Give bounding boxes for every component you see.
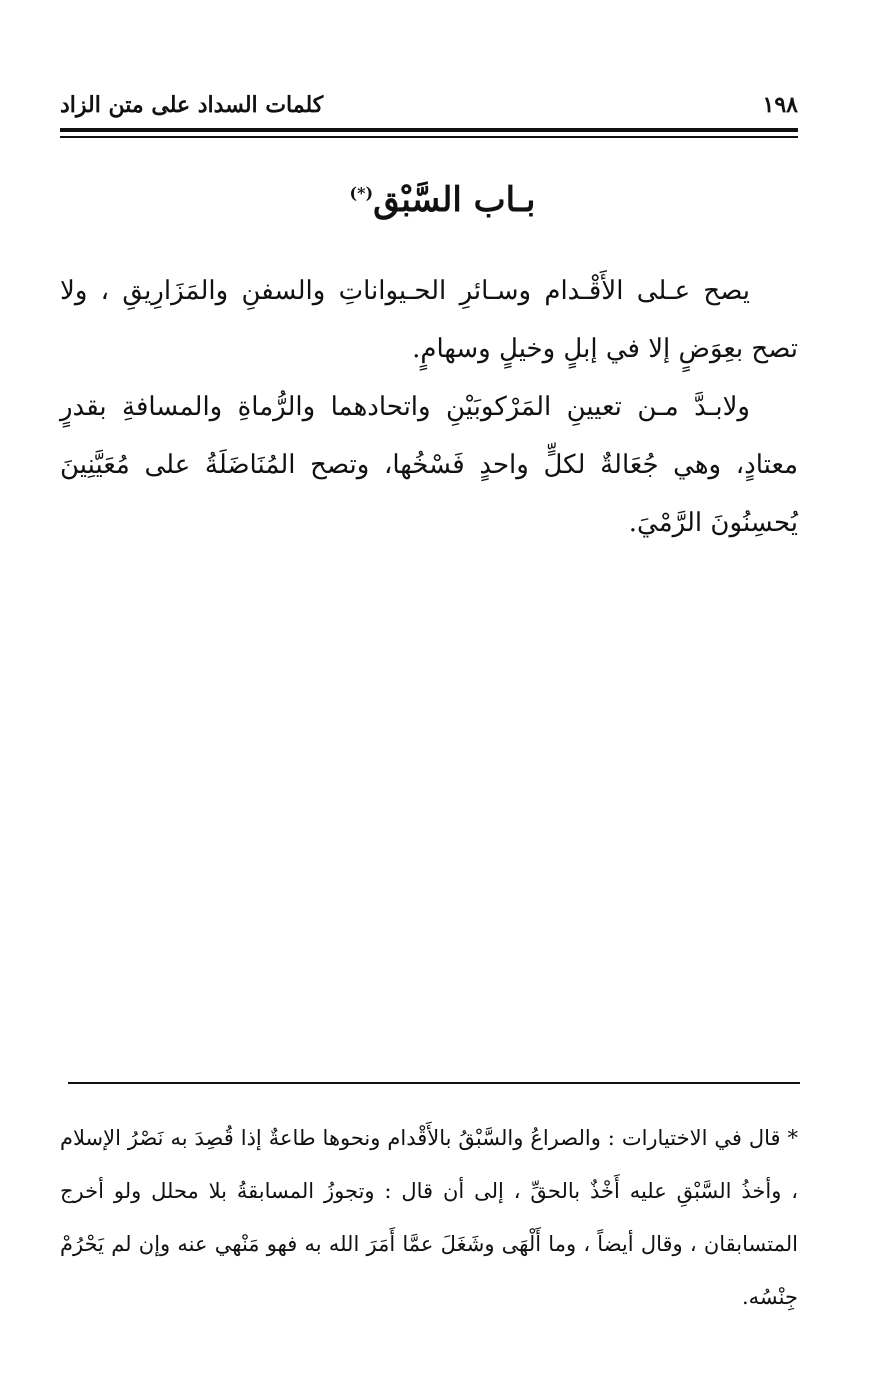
running-title: كلمات السداد على متن الزاد — [60, 92, 324, 118]
header-rule-thick — [60, 128, 798, 132]
main-text — [60, 262, 798, 552]
page-number: ١٩٨ — [762, 92, 798, 118]
footnote — [60, 1112, 798, 1324]
chapter-title — [0, 180, 885, 220]
footnote-separator — [68, 1082, 800, 1084]
page-header — [60, 92, 798, 132]
footnote-marker: (*) — [349, 183, 374, 203]
paragraph: يصح عـلى الأَقْـدام وسـائرِ الحـيواناتِ والسفنِ والمَزَارِيقِ ، ولا تصح بعِوَضٍ إلا في إبلٍ وخيلٍ وسهامٍ. — [60, 276, 798, 364]
chapter-title-text: بـاب السَّبْق — [373, 180, 536, 220]
paragraph: ولابـدَّ مـن تعيينِ المَرْكوبَيْنِ واتحادهما والرُّماةِ والمسافةِ بقدرٍ معتادٍ، وهي جُعَالةٌ لكلٍّ واحدٍ فَسْخُها، وتصح المُنَاضَلَةُ على مُعَيَّنِينَ يُحسِنُونَ الرَّمْيَ. — [60, 392, 798, 538]
header-rule-thin — [60, 136, 798, 138]
footnote-text: * قال في الاختيارات : والصراعُ والسَّبْقُ بالأَقْدام ونحوها طاعةٌ إذا قُصِدَ به نَصْرُ الإسلام ، وأخذُ السَّبْقِ عليه أَخْذٌ بالحقِّ ، إلى أن قال : وتجوزُ المسابقةُ بلا محلل ولو أخرج المتسابقان ، وقال أيضاً ، وما أَلْهَى وشَغَلَ عمَّا أَمَرَ الله به فهو مَنْهي عنه وإن لم يَحْرُمْ جِنْسُه. — [60, 1126, 798, 1309]
